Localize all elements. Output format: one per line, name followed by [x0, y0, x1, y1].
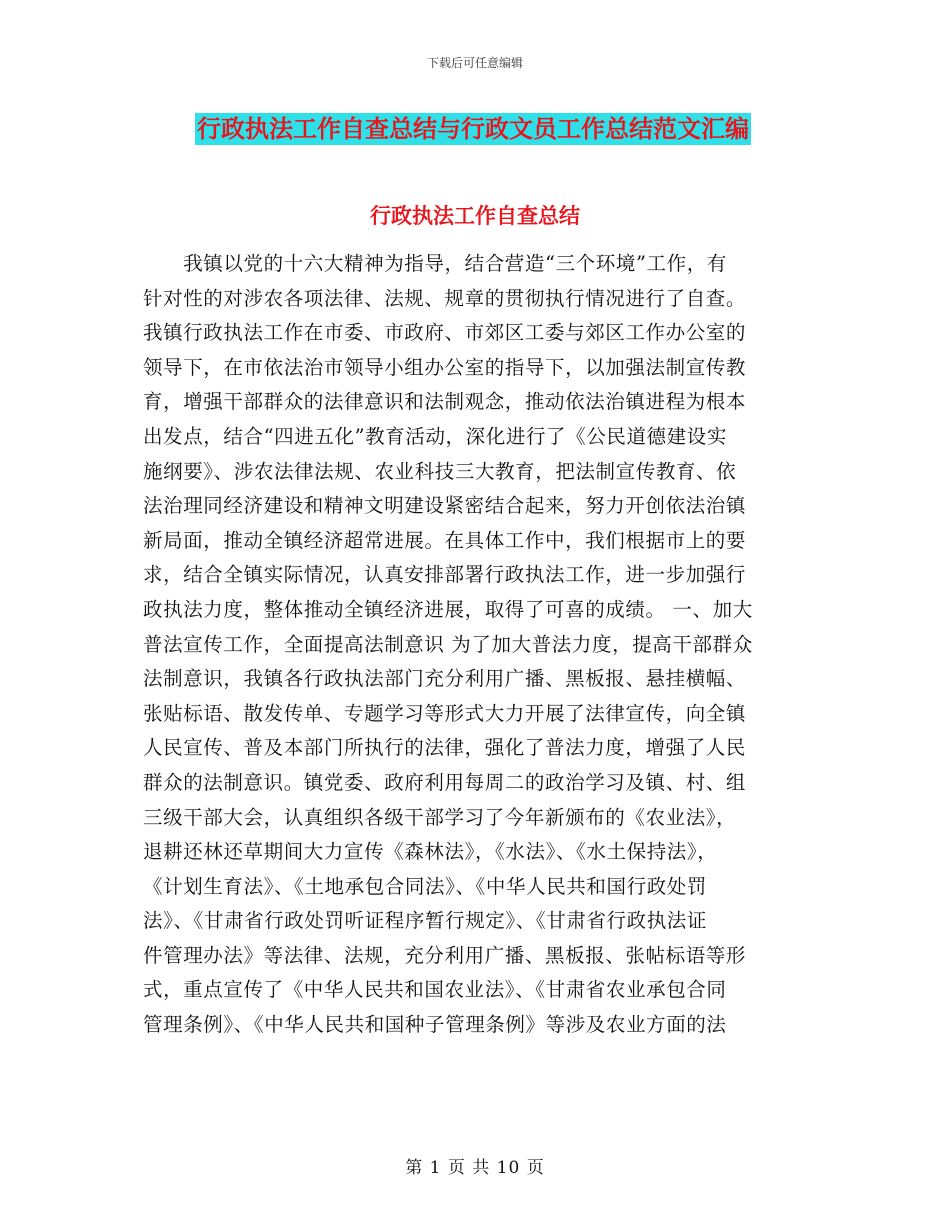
- body-line: 退耕还林还草期间大力宣传《森林法》，《水法》、《水土保持法》，: [143, 840, 718, 864]
- body-line: 针对性的对涉农各项法律、法规、规章的贯彻执行情况进行了自查。: [143, 286, 747, 310]
- body-line: 领导下，在市依法治市领导小组办公室的指导下，以加强法制宣传教: [143, 355, 747, 379]
- body-line: 我镇行政执法工作在市委、市政府、市郊区工委与郊区工作办公室的: [143, 321, 747, 345]
- body-line: 法》、《甘肃省行政处罚听证程序暂行规定》、《甘肃省行政执法证: [143, 909, 708, 933]
- body-line: 出发点，结合“四进五化”教育活动，深化进行了《公民道德建设实: [143, 424, 727, 448]
- body-line: 新局面，推动全镇经济超常进展。在具体工作中，我们根据市上的要: [143, 528, 747, 552]
- body-line: 群众的法制意识。镇党委、政府利用每周二的政治学习及镇、村、组: [143, 770, 747, 794]
- body-line: 法治理同经济建设和精神文明建设紧密结合起来，努力开创依法治镇: [143, 494, 747, 518]
- body-line: 《计划生育法》、《土地承包合同法》、《中华人民共和国行政处罚: [143, 874, 708, 898]
- body-line: 人民宣传、普及本部门所执行的法律，强化了普法力度，增强了人民: [143, 736, 747, 760]
- page-footer: 第 1 页 共 10 页: [405, 1158, 545, 1178]
- body-line: 张贴标语、散发传单、专题学习等形式大力开展了法律宣传，向全镇: [143, 701, 747, 725]
- body-line: 政执法力度，整体推动全镇经济进展，取得了可喜的成绩。 一、加大: [143, 597, 753, 621]
- body-line: 施纲要》、涉农法律法规、农业科技三大教育，把法制宣传教育、依: [143, 459, 737, 483]
- body-line: 普法宣传工作，全面提高法制意识 为了加大普法力度，提高干部群众: [143, 632, 753, 656]
- body-text: [143, 247, 808, 1043]
- body-line: 育，增强干部群众的法律意识和法制观念，推动依法治镇进程为根本: [143, 390, 747, 414]
- body-line: 三级干部大会，认真组织各级干部学习了今年新颁布的《农业法》，: [143, 805, 737, 829]
- body-line: 我镇以党的十六大精神为指导，结合营造“三个环境”工作，有: [143, 252, 727, 275]
- body-line: 件管理办法》等法律、法规，充分利用广播、黑板报、张帖标语等形: [143, 943, 747, 967]
- main-title-wrap: [195, 113, 751, 145]
- header-note: 下载后可任意编辑: [426, 56, 523, 70]
- main-title: 行政执法工作自查总结与行政文员工作总结范文汇编: [197, 115, 749, 143]
- body-line: 法制意识，我镇各行政执法部门充分利用广播、黑板报、悬挂横幅、: [143, 667, 747, 691]
- body-line: 管理条例》、《中华人民共和国种子管理条例》等涉及农业方面的法: [143, 1013, 727, 1037]
- body-line: 式，重点宣传了《中华人民共和国农业法》、《甘肃省农业承包合同: [143, 978, 727, 1002]
- section-title: 行政执法工作自查总结: [370, 204, 580, 228]
- body-line: 求，结合全镇实际情况，认真安排部署行政执法工作，进一步加强行: [143, 563, 747, 587]
